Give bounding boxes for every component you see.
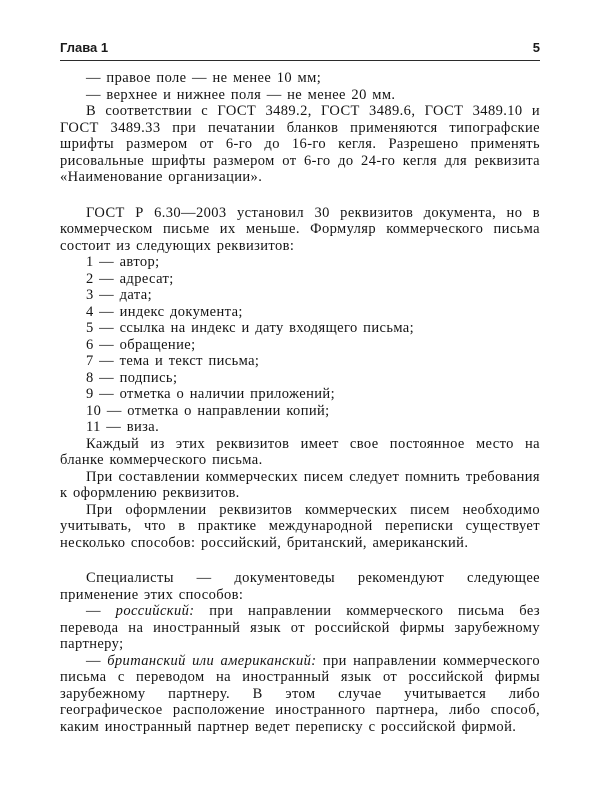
- paragraph: [60, 570, 540, 603]
- paragraph: [60, 469, 540, 502]
- text-segment: 2 — адресат;: [86, 270, 174, 287]
- text-segment: 6 — обращение;: [86, 336, 196, 353]
- paragraph: [60, 386, 540, 403]
- paragraph: [60, 653, 540, 736]
- paragraph: [60, 353, 540, 370]
- text-segment: 9 — отметка о наличии приложений;: [86, 386, 336, 402]
- paragraph: [60, 419, 540, 436]
- text-segment: При составлении коммерческих писем следует помнить требования к оформлению реквизитов.: [60, 468, 540, 501]
- paragraph: [60, 403, 540, 420]
- text-segment: — верхнее и нижнее поля — не менее 20 мм.: [86, 86, 396, 103]
- italic-text-segment: британский или американский:: [107, 652, 317, 669]
- text-segment: 7 — тема и текст письма;: [86, 353, 260, 369]
- text-segment: —: [86, 652, 108, 669]
- chapter-label: Глава 1: [60, 40, 109, 55]
- text-segment: 3 — дата;: [86, 287, 153, 303]
- text-segment: —: [86, 603, 116, 619]
- text-segment: 10 — отметка о направлении копий;: [86, 402, 330, 419]
- text-segment: — правое поле — не менее 10 мм;: [86, 70, 322, 86]
- italic-text-segment: российский:: [115, 603, 195, 619]
- text-segment: при направлении коммерческого письма с переводом на иностранный язык от российской фирмы зарубежному партнеру. В этом случае учитывается либо географическое расположение иностранного партнера, либо способ, каким иностранный партнер ведет переписку с российской фирмой.: [60, 652, 540, 735]
- paragraph: [60, 271, 540, 288]
- paragraph: [60, 337, 540, 354]
- text-segment: 4 — индекс документа;: [86, 303, 243, 320]
- text-segment: В соответствии с ГОСТ 3489.2, ГОСТ 3489.6, ГОСТ 3489.10 и ГОСТ 3489.33 при печатании бланков применяются типографские шрифты размером от 6-го до 16-го кегля. Разрешено применять рисовальные шрифты размером от 6-го до 24-го кегля для реквизита «Наименование организации».: [60, 103, 540, 185]
- text-segment: при направлении коммерческого письма без перевода на иностранный язык от российской фирмы зарубежному партнеру;: [60, 603, 540, 652]
- text-segment: Каждый из этих реквизитов имеет свое постоянное место на бланке коммерческого письма.: [60, 435, 540, 468]
- paragraph: [60, 436, 540, 469]
- paragraph: [60, 304, 540, 321]
- paragraph: [60, 103, 540, 186]
- text-segment: 1 — автор;: [86, 254, 160, 270]
- text-segment: Специалисты — документоведы рекомендуют следующее применение этих способов:: [60, 570, 540, 603]
- text-segment: 5 — ссылка на индекс и дату входящего письма;: [86, 320, 415, 336]
- paragraph: [60, 87, 540, 104]
- paragraph: [60, 370, 540, 387]
- paragraph: [60, 254, 540, 271]
- text-segment: ГОСТ Р 6.30—2003 установил 30 реквизитов документа, но в коммерческом письме их меньше. Формуляр коммерческого письма состоит из следующих реквизитов:: [60, 204, 540, 254]
- text-segment: 11 — виза.: [86, 419, 160, 435]
- text-segment: При оформлении реквизитов коммерческих писем необходимо учитывать, что в практике международной переписки существует несколько способов: российский, британский, американский.: [60, 501, 540, 551]
- paragraph: [60, 205, 540, 255]
- paragraph: [60, 502, 540, 552]
- page-body: [60, 70, 540, 735]
- text-segment: 8 — подпись;: [86, 369, 178, 386]
- running-head: [60, 40, 540, 61]
- paragraph: [60, 287, 540, 304]
- page-number: 5: [532, 40, 540, 55]
- paragraph: [60, 320, 540, 337]
- paragraph: [60, 603, 540, 653]
- paragraph: [60, 70, 540, 87]
